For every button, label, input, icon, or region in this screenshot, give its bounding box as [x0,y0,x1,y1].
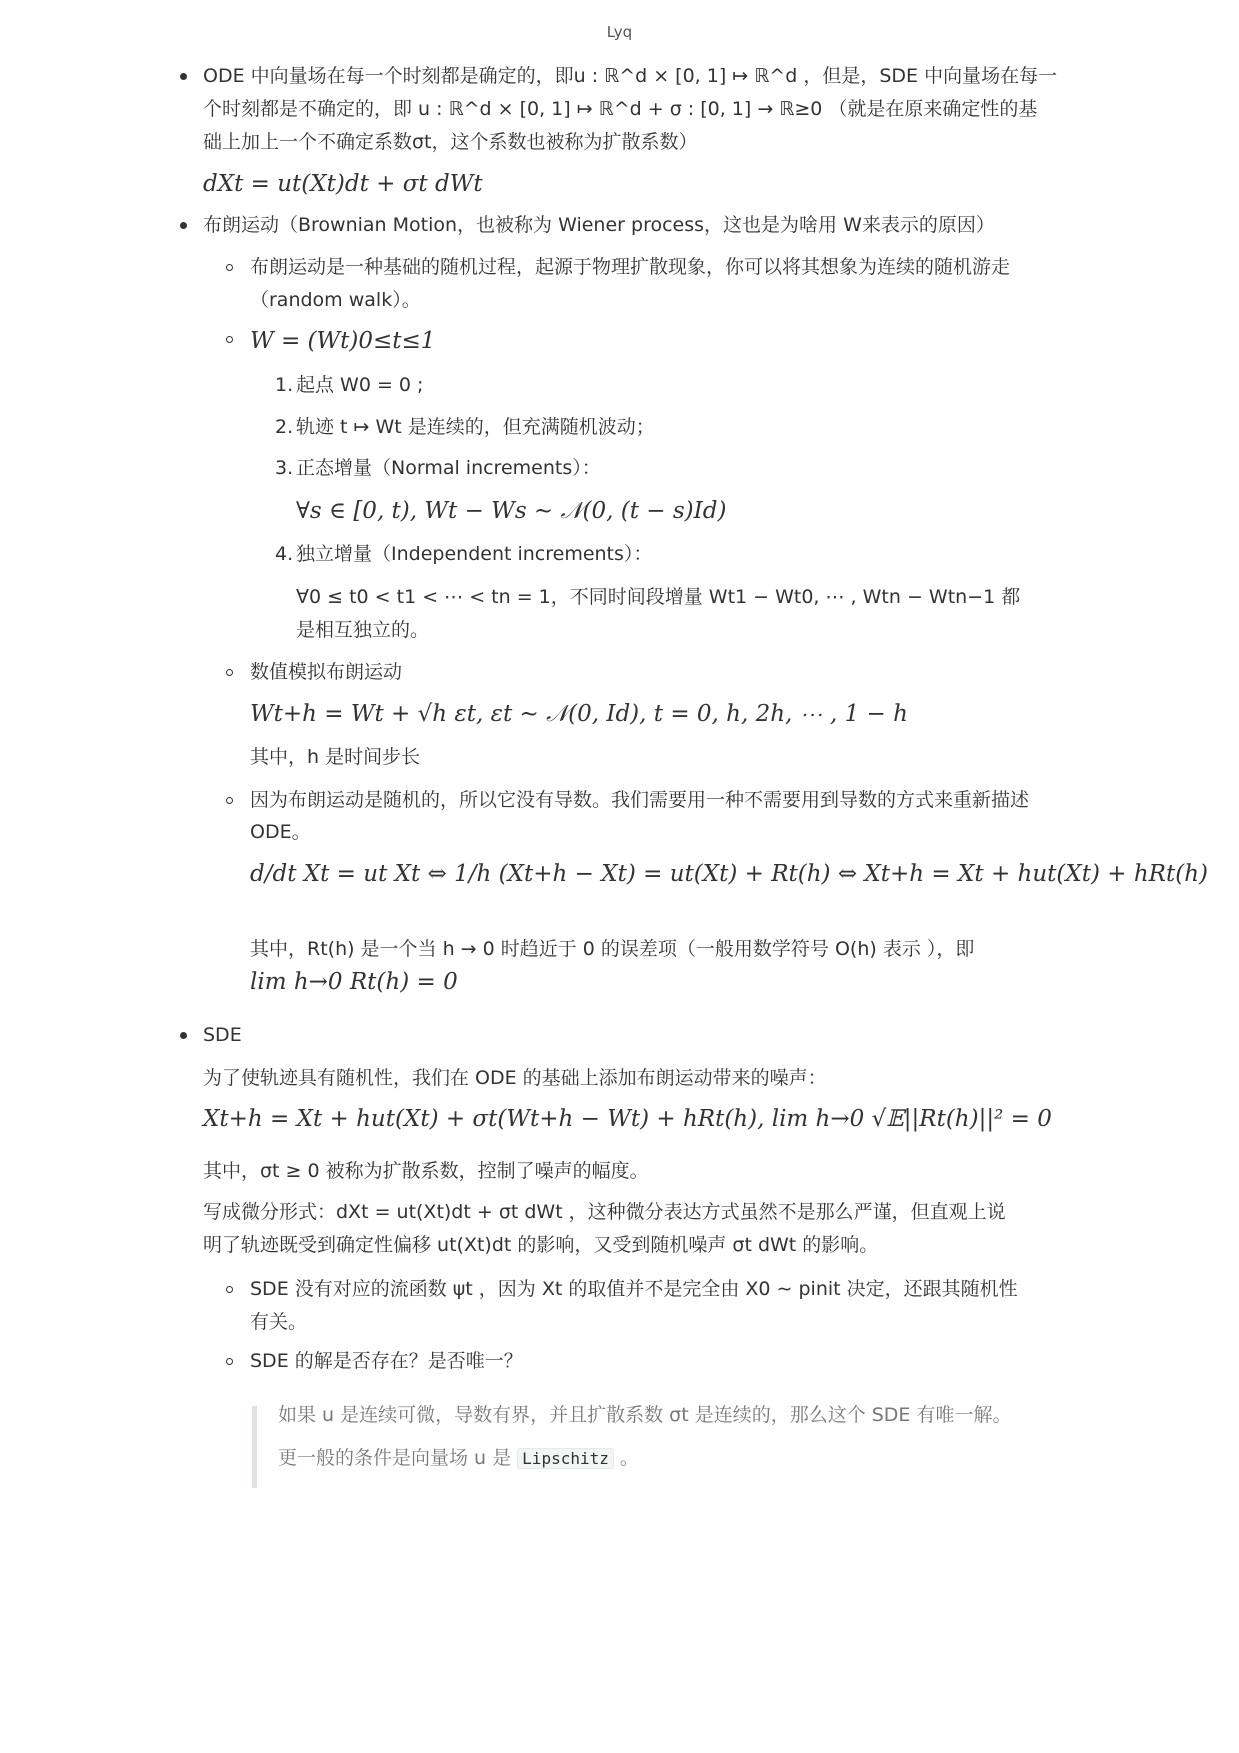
paragraph-line: 其中，Rt(h) 是一个当 h → 0 时趋近于 0 的误差项（一般用数学符号 O(h) 表示 ），即 [250,938,975,960]
list-item-line: ∀0 ≤ t0 < t1 < ⋯ < tn = 1，不同时间段增量 Wt1 − Wt0, ⋯ , Wtn − Wtn−1 都 [296,586,1021,608]
sub-bullet-marker [226,264,233,271]
sub-bullet-marker [226,797,233,804]
equation: ∀s ∈ [0, t), Wt − Ws ∼ 𝒩(0, (t − s)Id) [296,498,727,524]
paragraph-line: 布朗运动是一种基础的随机过程，起源于物理扩散现象，你可以将其想象为连续的随机游走 [250,256,1011,278]
blockquote-line: 如果 u 是连续可微，导数有界，并且扩散系数 σt 是连续的，那么这个 SDE 有唯一解。 [278,1404,1012,1426]
paragraph-line: SDE 没有对应的流函数 ψt ，因为 Xt 的取值并不是完全由 X0 ∼ pinit 决定，还跟其随机性 [250,1278,1018,1300]
paragraph-line: （random walk）。 [250,289,421,311]
bullet-marker [180,73,187,80]
list-number: 2. [275,416,294,438]
paragraph-line: 布朗运动（Brownian Motion，也被称为 Wiener process，这也是为啥用 W来表示的原因） [203,214,995,236]
list-item-line: 是相互独立的。 [296,619,430,641]
sub-bullet-marker [226,336,233,343]
list-item: 轨迹 t ↦ Wt 是连续的，但充满随机波动； [296,416,655,438]
paragraph-line: 其中，σt ≥ 0 被称为扩散系数，控制了噪声的幅度。 [203,1160,649,1182]
blockquote-bar [252,1406,257,1488]
paragraph-line: 写成微分形式：dXt = ut(Xt)dt + σt dWt ，这种微分表达方式虽然不是那么严谨，但直观上说 [203,1201,1006,1223]
list-number: 1. [275,374,294,396]
equation: d/dt Xt = ut Xt ⇔ 1/h (Xt+h − Xt) = ut(Xt) + Rt(h) ⇔ Xt+h = Xt + hut(Xt) + hRt(h) [250,861,1208,887]
paragraph-line: 础上加上一个不确定系数σt，这个系数也被称为扩散系数） [203,131,698,153]
sub-bullet-marker [226,1358,233,1365]
page-header: Lyq [606,23,633,41]
bullet-marker [180,1032,187,1039]
equation: lim h→0 Rt(h) = 0 [250,969,458,995]
paragraph-line: ODE 中向量场在每一个时刻都是确定的，即u : ℝ^d × [0, 1] ↦ ℝ^d ，但是，SDE 中向量场在每一 [203,65,1058,87]
blockquote-text: 更一般的条件是向量场 u 是 [278,1447,512,1469]
equation: Xt+h = Xt + hut(Xt) + σt(Wt+h − Wt) + hRt(h), lim h→0 √𝔼||Rt(h)||² = 0 [203,1106,1052,1132]
list-number: 4. [275,543,294,565]
equation: dXt = ut(Xt)dt + σt dWt [203,171,483,197]
paragraph-line: ODE。 [250,821,311,843]
bullet-marker [180,222,187,229]
list-item: 起点 W0 = 0 ; [296,374,424,396]
sub-bullet-marker [226,1286,233,1293]
equation: W = (Wt)0≤t≤1 [250,328,436,354]
paragraph-line: 有关。 [250,1311,308,1333]
blockquote-line [278,1444,639,1473]
inline-code: Lipschitz [517,1448,614,1469]
paragraph-line: 为了使轨迹具有随机性，我们在 ODE 的基础上添加布朗运动带来的噪声： [203,1067,827,1089]
paragraph-line: SDE 的解是否存在？是否唯一？ [250,1350,523,1372]
paragraph-line: 个时刻都是不确定的，即 u : ℝ^d × [0, 1] ↦ ℝ^d + σ : [0, 1] → ℝ≥0 （就是在原来确定性的基 [203,98,1038,120]
blockquote-text: 。 [619,1447,639,1469]
paragraph-line: 其中，h 是时间步长 [250,746,421,768]
section-heading: SDE [203,1024,242,1046]
sub-bullet-marker [226,669,233,676]
paragraph-line: 数值模拟布朗运动 [250,661,403,683]
list-item: 正态增量（Normal increments）： [296,457,601,479]
equation: Wt+h = Wt + √h εt, εt ∼ 𝒩(0, Id), t = 0, h, 2h, ⋯ , 1 − h [250,701,908,727]
list-item: 独立增量（Independent increments）： [296,543,653,565]
list-number: 3. [275,457,294,479]
paragraph-line: 明了轨迹既受到确定性偏移 ut(Xt)dt 的影响，又受到随机噪声 σt dWt 的影响。 [203,1234,879,1256]
paragraph-line: 因为布朗运动是随机的，所以它没有导数。我们需要用一种不需要用到导数的方式来重新描述 [250,789,1030,811]
